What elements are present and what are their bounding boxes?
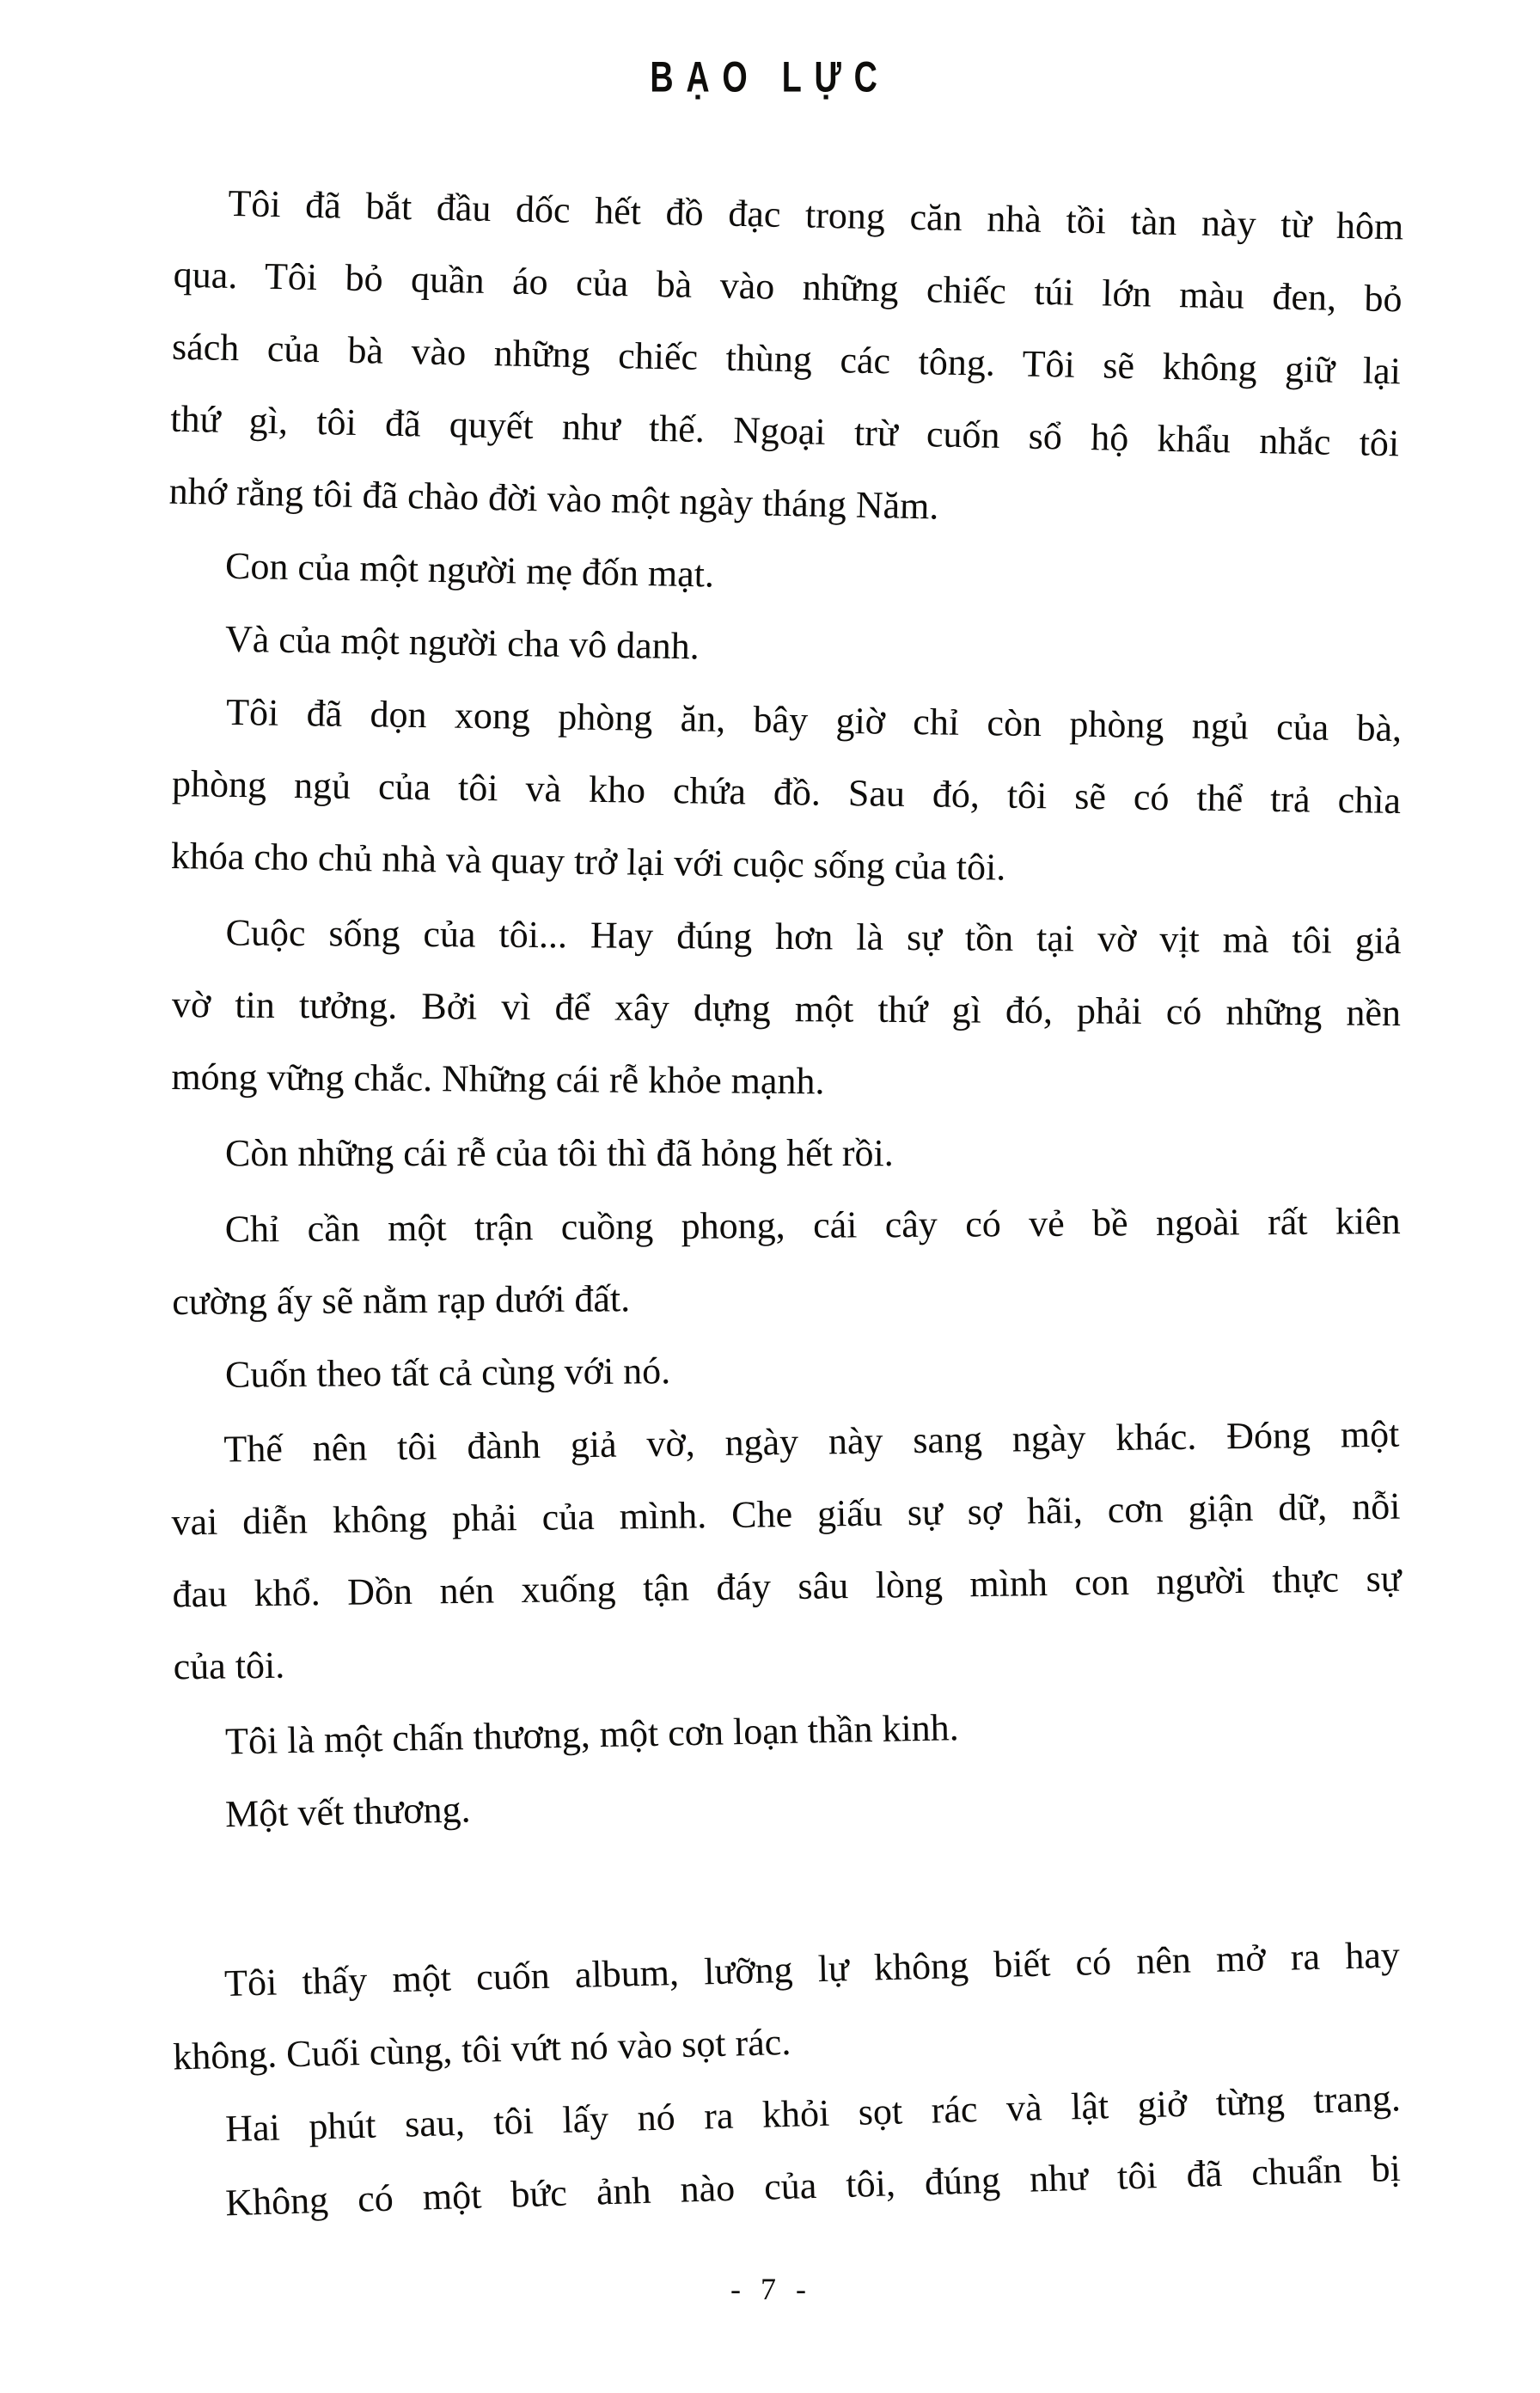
paragraph-line: nhớ rằng tôi đã chào đời vào một ngày tháng Năm. (168, 469, 939, 528)
paragraph-line: Thế nên tôi đành giả vờ, ngày này sang ngày khác. Đóng một (223, 1412, 1400, 1471)
paragraph (170, 1398, 1402, 1704)
paragraph (172, 1329, 1402, 1411)
paragraph-line: Và của một người cha vô danh. (224, 617, 700, 668)
paragraph-line: qua. Tôi bỏ quần áo của bà vào những chiếc túi lớn màu đen, bỏ (173, 253, 1403, 321)
paragraph-line: Cuốn theo tất cả cùng với nó. (224, 1350, 671, 1396)
paragraph-line: Tôi đã bắt đầu dốc hết đồ đạc trong căn nhà tồi tàn này từ hôm (228, 181, 1404, 248)
paragraph-line: Tôi đã dọn xong phòng ăn, bây giờ chỉ còn phòng ngủ của bà, (225, 690, 1402, 750)
paragraph (171, 1185, 1401, 1338)
paragraph-line: Hai phút sau, tôi lấy nó ra khỏi sọt rác và lật giở từng trang. (224, 2077, 1402, 2151)
paragraph (168, 167, 1404, 553)
paragraph-line: Con của một người mẹ đốn mạt. (224, 544, 715, 596)
running-head-title: BẠO LỰC (650, 52, 890, 101)
paragraph-line: móng vững chắc. Những cái rễ khỏe mạnh. (171, 1056, 825, 1103)
paragraph-line: đau khổ. Dồn nén xuống tận đáy sâu lòng mình con người thực sự (172, 1557, 1402, 1616)
paragraph-line: cường ấy sẽ nằm rạp dưới đất. (172, 1277, 631, 1323)
paragraph (172, 1117, 1401, 1190)
paragraph-line: Còn những cái rễ của tôi thì đã hỏng hết rồi. (225, 1132, 894, 1174)
paragraph-line: Tôi là một chấn thương, một cơn loạn thần kinh. (224, 1706, 960, 1763)
paragraph (171, 897, 1402, 1122)
paragraph-line: Cuộc sống của tôi... Hay đúng hơn là sự tồn tại vờ vịt mà tôi giả (225, 911, 1402, 962)
page-number: - 7 - (730, 2272, 810, 2306)
paragraph-line: của tôi. (173, 1643, 285, 1688)
paragraph-line: khóa cho chủ nhà và quay trở lại với cuộc sống của tôi. (170, 835, 1006, 889)
paragraph (170, 676, 1402, 909)
paragraph-line: Tôi thấy một cuốn album, lưỡng lự không biết có nên mở ra hay (223, 1933, 1401, 2004)
paragraph-line: Một vết thương. (224, 1788, 472, 1836)
paragraph-line: không. Cuối cùng, tôi vứt nó vào sọt rác. (172, 2020, 791, 2078)
page-body (168, 179, 1404, 2225)
paragraph-line: Không có một bức ảnh nào của tôi, đúng như tôi đã chuẩn bị (224, 2146, 1402, 2225)
paragraph-line: thứ gì, tôi đã quyết như thế. Ngoại trừ cuốn sổ hộ khẩu nhắc tôi (169, 397, 1400, 465)
paragraph-line: sách của bà vào những chiếc thùng các tông. Tôi sẽ không giữ lại (171, 325, 1402, 393)
paragraph-line: Chỉ cần một trận cuồng phong, cái cây có vẻ bề ngoài rất kiên (224, 1200, 1401, 1251)
paragraph-line: vờ tin tưởng. Bởi vì để xây dựng một thứ gì đó, phải có những nền (171, 983, 1402, 1034)
paragraph-line: phòng ngủ của tôi và kho chứa đồ. Sau đó, tôi sẽ có thể trả chìa (171, 762, 1402, 822)
paragraph-line: vai diễn không phải của mình. Che giấu sự sợ hãi, cơn giận dữ, nỗi (171, 1484, 1401, 1544)
